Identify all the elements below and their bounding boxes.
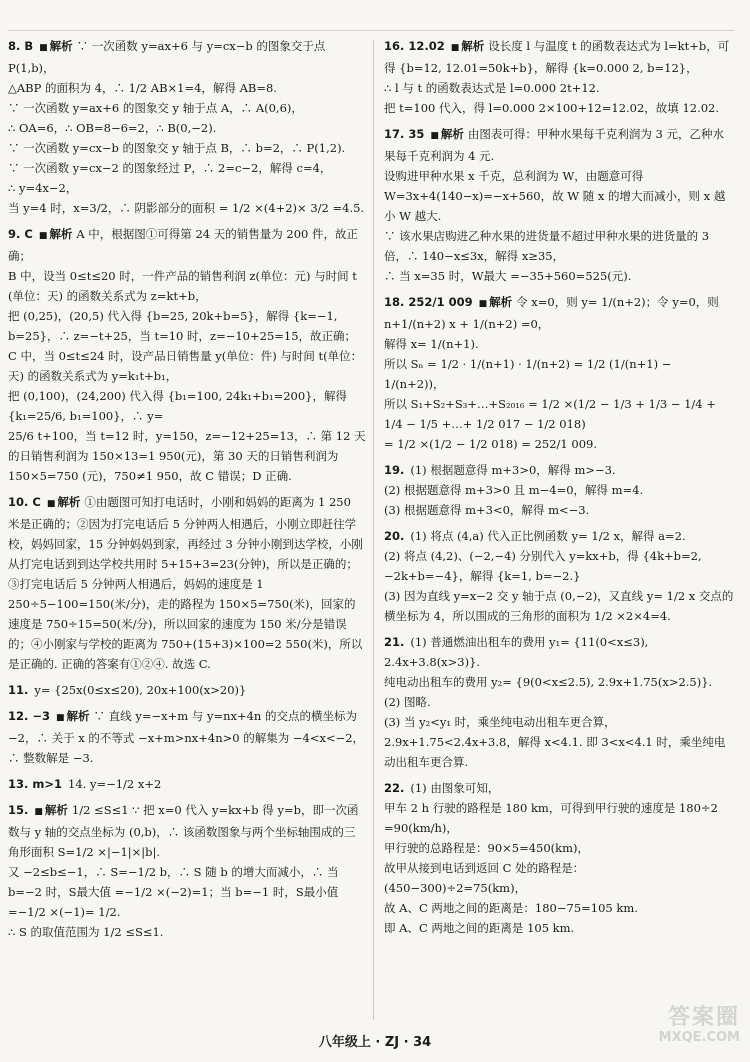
answer-item [8,224,366,486]
answer-text: △ABP 的面积为 4，∴ 1/2 AB×1=4，解得 AB=8. [8,81,277,95]
answer-line [384,226,734,266]
answer-item [384,632,734,772]
answer-line [8,158,366,178]
answer-line [8,36,366,78]
answer-text: B 中，设当 0≤t≤20 时，一件产品的销售利润 z(单位：元) 与时间 t (单位：天) 的函数关系式为 z=kt+b， [8,269,357,303]
answer-text: 当 y=4 时，x=3/2，∴ 阴影部分的面积 = 1/2 ×(4+2)× 3/2 =4.5. [8,201,365,215]
answer-text: 所以 Sₙ = 1/2 · 1/(n+1) · 1/(n+2) = 1/2 (1/(n+1) − 1/(n+2))， [384,357,672,391]
answer-line [384,292,734,334]
answer-line [384,434,734,454]
answer-text: 即 A、C 两地之间的距离是 105 km. [384,921,575,935]
answer-line [8,774,366,794]
answer-item [384,778,734,938]
answer-line [384,918,734,938]
answer-item [8,36,366,218]
answer-line [384,98,734,118]
answer-line [384,166,734,226]
answer-line [384,632,734,672]
answer-text: 14. y=−1/2 x+2 [68,777,162,791]
page-footer: 八年级上 · ZJ · 34 [318,1035,432,1050]
column-divider [373,40,374,1020]
analysis-tag: ■ 解析 [39,39,73,53]
answer-line [384,838,734,858]
answer-text: ∵ 一次函数 y=cx−b 的图象交 y 轴于点 B，∴ b=2，∴ P(1,2). [8,141,346,155]
answer-text: 设购进甲种水果 x 千克，总利润为 W，由题意可得 W=3x+4(140−x)=−x+560，故 W 随 x 的增大而减小，则 x 越小 W 越大. [384,169,726,223]
answer-text: (3) 因为直线 y=x−2 交 y 轴于点 (0,−2)，又直线 y= 1/2 x 交点的横坐标为 4，所以围成的三角形的面积为 1/2 ×2×4=4. [384,589,734,623]
answer-line [384,266,734,286]
analysis-tag: ■ 解析 [34,803,68,817]
analysis-tag: ■ 解析 [430,127,464,141]
answer-text: ∵ 一次函数 y=ax+6 与 y=cx−b 的图象交于点 P(1,b)， [8,39,326,75]
answer-line [8,386,366,426]
answer-text: 把 t=100 代入，得 l=0.000 2×100+12=12.02，故填 12.02. [384,101,720,115]
question-number: 20. [384,529,405,543]
answer-text: ①由题图可知打电话时，小刚和妈妈的距离为 1 250 米是正确的；②因为打完电话后 5 分钟两人相遇后，小刚立即赶往学校，妈妈回家，15 分钟妈妈到家，再经过 3 分钟小刚到达学校，小刚从打完电话到到达学校共用时 5+15+3=23(分钟)，所以是正确的；③打完电话后 5 分钟两人相遇后，妈妈的速度是 1 250÷5−100=150(米/分)，走的路程为 150×5=750(米)，回家的速度是 750÷15=50(米/分)，所以回家的速度为 150 米/分是错误的；④小刚家与学校的距离为 750+(15+3)×100=2 550(米)，所以是正确的. 正确的答案有①②④. 故选 C. [8,495,363,671]
answer-line [384,878,734,898]
answer-line [384,546,734,586]
question-number: 8. B [8,39,34,53]
answer-line [8,266,366,306]
question-number: 15. [8,803,29,817]
answer-item [384,460,734,520]
answer-text: ∵ 一次函数 y=ax+6 的图象交 y 轴于点 A，∴ A(0,6)， [8,101,303,115]
answer-line [8,706,366,768]
answer-item [8,800,366,942]
answer-text: 1/2 ≤S≤1 ∵ 把 x=0 代入 y=kx+b 得 y=b，即一次函数与 y 轴的交点坐标为 (0,b)，∴ 该函数图象与两个坐标轴围成的三角形面积 S=1/2 ×|−1|×|b|. [8,803,359,859]
left-column [8,36,366,1022]
answer-item [384,292,734,454]
answer-text: 把 (0,25)，(20,5) 代入得 {b=25, 20k+b=5}，解得 {k=−1, b=25}，∴ z=−t+25，当 t=10 时，z=−10+25=15，故正确； [8,309,357,343]
answer-text: ∴ 当 x=35 时，W最大 =−35+560=525(元). [384,269,632,283]
question-number: 22. [384,781,405,795]
answer-line [384,334,734,354]
answer-item [8,706,366,768]
answer-text: 把 (0,100)，(24,200) 代入得 {b₁=100, 24k₁+b₁=200}，解得 {k₁=25/6, b₁=100}，∴ y= [8,389,347,423]
answer-text: 令 x=0，则 y= 1/(n+2)；令 y=0，则 n+1/(n+2) x + 1/(n+2) =0， [384,295,719,331]
watermark-logo: 答案圈 [667,1005,740,1030]
answer-line [8,346,366,386]
answer-text: (2) 根据题意得 m+3>0 且 m−4=0，解得 m=4. [384,483,644,497]
answer-text: 所以 S₁+S₂+S₃+…+S₂₀₁₆ = 1/2 ×(1/2 − 1/3 + 1/3 − 1/4 + 1/4 − 1/5 +…+ 1/2 017 − 1/2 018) [384,397,716,431]
answer-text: ∴ l 与 t 的函数表达式是 l=0.000 2t+12. [384,81,600,95]
answer-text: 解得 x= 1/(n+1). [384,337,479,351]
question-number: 11. [8,683,29,697]
answer-text: (2) 图略. [384,695,431,709]
answer-line [8,178,366,198]
answer-line [8,306,366,346]
answer-line [384,460,734,480]
analysis-tag: ■ 解析 [451,39,485,53]
question-number: 12. −3 [8,709,51,723]
answer-text: 甲行驶的总路程是：90×5=450(km)， [384,841,590,855]
answer-text: 甲车 2 h 行驶的路程是 180 km，可得到甲行驶的速度是 180÷2 =90(km/h)， [384,801,718,835]
answer-text: (450−300)÷2=75(km)， [384,881,527,895]
question-number: 18. 252/1 009 [384,295,473,309]
answer-text: 25/6 t+100，当 t=12 时，y=150，z=−12+25=13，∴ 第 12 天的日销售利润为 150×13=1 950(元)，第 30 天的日销售利润为 150×5=750 (元)，750≠1 950，故 C 错误；D 正确. [8,429,366,483]
answer-line [8,862,366,922]
question-number: 9. C [8,227,33,241]
answer-line [384,798,734,838]
answer-text: 设长度 l 与温度 t 的函数表达式为 l=kt+b，可得 {b=12, 12.01=50k+b}，解得 {k=0.000 2, b=12}， [384,39,730,75]
watermark [610,1005,740,1056]
answer-text: (3) 当 y₂<y₁ 时，乘坐纯电动出租车更合算，2.9x+1.75<2.4x+3.8，解得 x<4.1. 即 3<x<4.1 时，乘坐纯电动出租车更合算. [384,715,726,769]
answer-text: (1) 根据题意得 m+3>0，解得 m>−3. [410,463,616,477]
answer-item [8,774,366,794]
watermark-text: MXQE.COM [658,1030,740,1045]
answer-text: ∵ 一次函数 y=cx−2 的图象经过 P，∴ 2=c−2，解得 c=4， [8,161,332,175]
answer-line [8,680,366,700]
answer-line [8,118,366,138]
question-number: 21. [384,635,405,649]
answer-text: ∴ OA=6，∴ OB=8−6=2，∴ B(0,−2). [8,121,217,135]
answer-line [8,198,366,218]
answer-text: (1) 普通燃油出租车的费用 y₁= {11(0<x≤3), 2.4x+3.8(x>3)}. [384,635,649,669]
answer-item [384,124,734,286]
question-number: 13. m>1 [8,777,62,791]
answer-text: ∴ y=4x−2， [8,181,78,195]
analysis-tag: ■ 解析 [39,227,73,241]
answer-text: 又 −2≤b≤−1，∴ S=−1/2 b，∴ S 随 b 的增大而减小，∴ 当 b=−2 时，S最大值 =−1/2 ×(−2)=1；当 b=−1 时，S最小值 =−1/2 ×(−1)= 1/2. [8,865,339,919]
answer-line [384,858,734,878]
answer-text: 故甲从接到电话到返回 C 处的路程是： [384,861,585,875]
answer-line [8,138,366,158]
answer-line [384,692,734,712]
answer-item [8,680,366,700]
question-number: 17. 35 [384,127,425,141]
answer-line [384,672,734,692]
answer-item [384,36,734,118]
answer-line [384,36,734,78]
answer-text: (3) 根据题意得 m+3<0，解得 m<−3. [384,503,590,517]
answer-line [384,712,734,772]
question-number: 16. 12.02 [384,39,445,53]
answer-line [384,354,734,394]
answer-text: (1) 由图象可知， [410,781,500,795]
answer-text: ∴ S 的取值范围为 1/2 ≤S≤1. [8,925,164,939]
answer-line [8,426,366,486]
answer-line [384,480,734,500]
answer-text: 纯电动出租车的费用 y₂= {9(0<x≤2.5), 2.9x+1.75(x>2.5)}. [384,675,713,689]
answer-line [8,78,366,98]
answer-line [384,124,734,166]
question-number: 10. C [8,495,41,509]
answer-line [384,778,734,798]
answer-line [8,800,366,862]
question-number: 19. [384,463,405,477]
answer-text: 由图表可得：甲种水果每千克利润为 3 元，乙种水果每千克利润为 4 元. [384,127,725,163]
analysis-tag: ■ 解析 [56,709,90,723]
right-column [384,36,734,1022]
answer-text: (1) 将点 (4,a) 代入正比例函数 y= 1/2 x，解得 a=2. [410,529,686,543]
answer-line [384,394,734,434]
answer-line [384,586,734,626]
answer-line [8,224,366,266]
analysis-tag: ■ 解析 [479,295,513,309]
top-rule [8,30,734,31]
answer-text: C 中，当 0≤t≤24 时，设产品日销售量 y(单位：件) 与时间 t(单位：天) 的函数关系式为 y=k₁t+b₁， [8,349,363,383]
answer-text: 故 A、C 两地之间的距离是：180−75=105 km. [384,901,638,915]
answer-text: = 1/2 ×(1/2 − 1/2 018) = 252/1 009. [384,437,597,451]
answer-line [384,500,734,520]
answer-line [8,98,366,118]
answer-line [384,898,734,918]
answer-item [8,492,366,674]
analysis-tag: ■ 解析 [47,495,81,509]
answer-line [8,922,366,942]
answer-text: ∵ 该水果店购进乙种水果的进货量不超过甲种水果的进货量的 3 倍，∴ 140−x≤3x，解得 x≥35， [384,229,710,263]
answer-item [384,526,734,626]
answer-line [384,78,734,98]
answer-line [8,492,366,674]
answer-text: A 中，根据图①可得第 24 天的销售量为 200 件，故正确； [8,227,359,263]
answer-text: (2) 将点 (4,2)、(−2,−4) 分别代入 y=kx+b，得 {4k+b=2, −2k+b=−4}，解得 {k=1, b=−2.} [384,549,702,583]
answer-line [384,526,734,546]
answer-text: ∵ 直线 y=−x+m 与 y=nx+4n 的交点的横坐标为 −2，∴ 关于 x 的不等式 −x+m>nx+4n>0 的解集为 −4<x<−2，∴ 整数解是 −3. [8,709,365,765]
answer-text: y= {25x(0≤x≤20), 20x+100(x>20)} [34,683,247,697]
